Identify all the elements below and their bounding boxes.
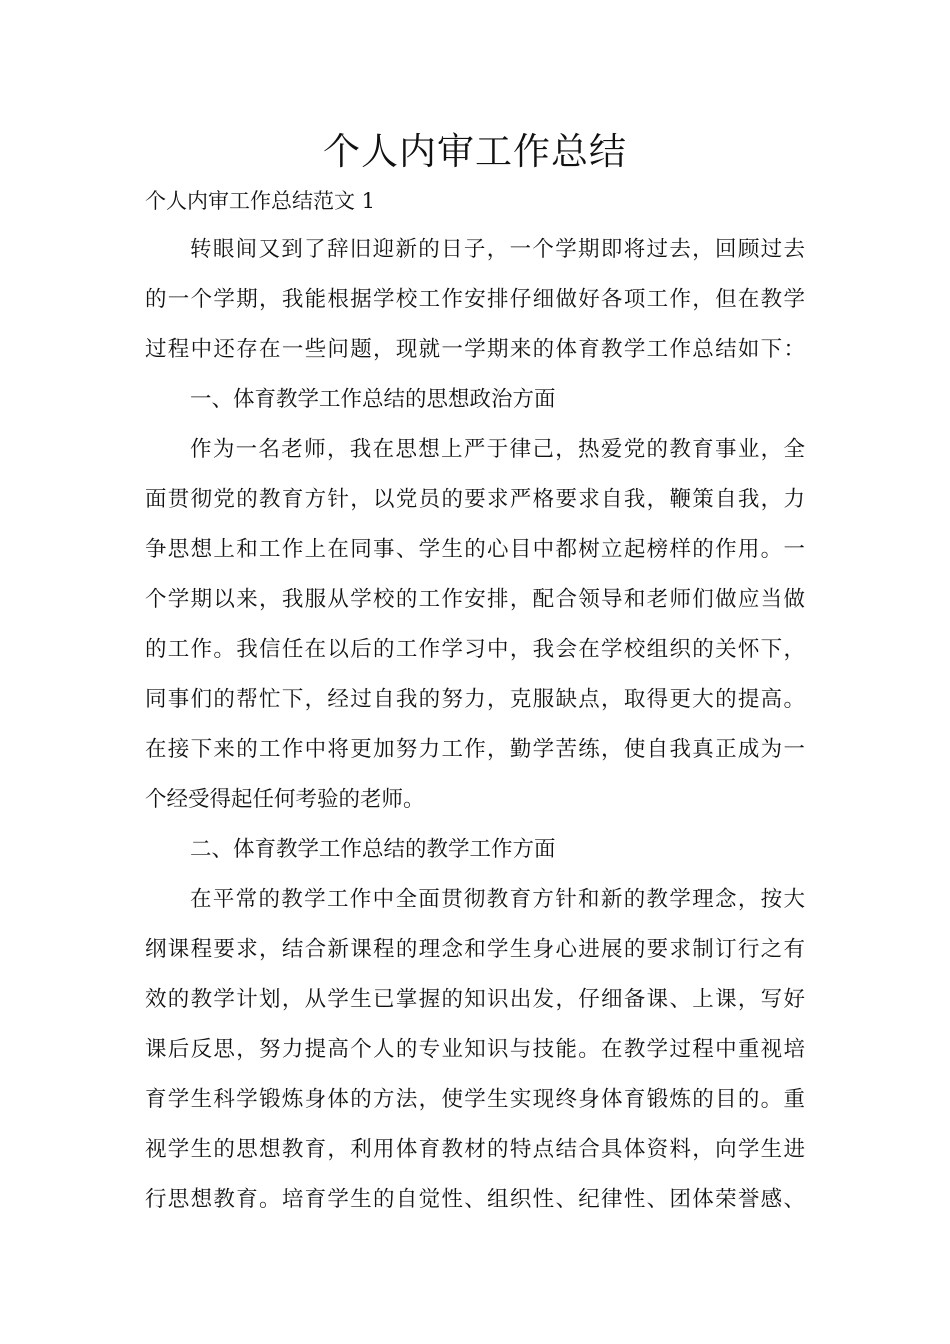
document-body xyxy=(145,232,805,1232)
paragraph-line: 在平常的教学工作中全面贯彻教育方针和新的教学理念，按大 xyxy=(190,887,805,912)
paragraph-line: 争思想上和工作上在同事、学生的心目中都树立起榜样的作用。一 xyxy=(145,537,805,562)
paragraph-line: 的工作。我信任在以后的工作学习中，我会在学校组织的关怀下， xyxy=(145,637,805,662)
paragraph-line: 效的教学计划，从学生已掌握的知识出发，仔细备课、上课，写好 xyxy=(145,987,805,1012)
paragraph-line: 的一个学期，我能根据学校工作安排仔细做好各项工作，但在教学 xyxy=(145,287,805,312)
paragraph-line: 纲课程要求，结合新课程的理念和学生身心进展的要求制订行之有 xyxy=(145,937,805,962)
paragraph-line: 过程中还存在一些问题，现就一学期来的体育教学工作总结如下： xyxy=(145,337,805,362)
paragraph-line: 转眼间又到了辞旧迎新的日子，一个学期即将过去，回顾过去 xyxy=(190,237,805,262)
paragraph-line: 在接下来的工作中将更加努力工作，勤学苦练，使自我真正成为一 xyxy=(145,737,805,762)
section-heading: 二、体育教学工作总结的教学工作方面 xyxy=(190,837,556,862)
paragraph-line: 视学生的思想教育，利用体育教材的特点结合具体资料，向学生进 xyxy=(145,1137,805,1162)
paragraph-line: 课后反思，努力提高个人的专业知识与技能。在教学过程中重视培 xyxy=(145,1037,805,1062)
paragraph-line: 个学期以来，我服从学校的工作安排，配合领导和老师们做应当做 xyxy=(145,587,805,612)
paragraph-line: 作为一名老师，我在思想上严于律己，热爱党的教育事业，全 xyxy=(190,437,805,462)
paragraph-line: 育学生科学锻炼身体的方法，使学生实现终身体育锻炼的目的。重 xyxy=(145,1087,805,1112)
section-heading: 一、体育教学工作总结的思想政治方面 xyxy=(190,387,556,412)
paragraph-line: 面贯彻党的教育方针，以党员的要求严格要求自我，鞭策自我，力 xyxy=(145,487,805,512)
paragraph-line: 同事们的帮忙下，经过自我的努力，克服缺点，取得更大的提高。 xyxy=(145,687,805,712)
paragraph-line: 个经受得起任何考验的老师。 xyxy=(145,787,425,812)
document-title: 个人内审工作总结 xyxy=(323,130,627,173)
document-subtitle: 个人内审工作总结范文 1 xyxy=(145,189,376,213)
paragraph-line: 行思想教育。培育学生的自觉性、组织性、纪律性、团体荣誉感、 xyxy=(145,1187,805,1212)
